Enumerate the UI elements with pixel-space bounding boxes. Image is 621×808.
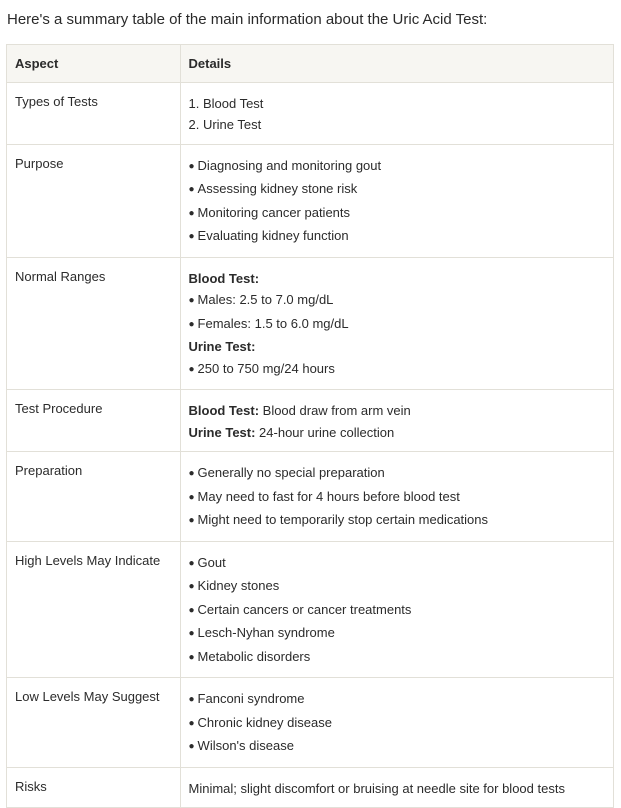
table-row — [7, 390, 613, 452]
table-row — [7, 82, 613, 144]
list-item: 2. Urine Test — [188, 117, 262, 132]
aspect-cell: Normal Ranges — [7, 257, 180, 390]
details-cell — [180, 257, 613, 390]
details-cell — [180, 767, 613, 807]
bullet-item: ● Metabolic disorders — [189, 646, 606, 670]
bullet-item: ● Assessing kidney stone risk — [189, 178, 606, 202]
bullet-item: ● Wilson's disease — [189, 735, 606, 759]
table-header-row — [7, 45, 613, 82]
procedure-text: Blood draw from arm vein — [259, 403, 411, 418]
procedure-text: 24-hour urine collection — [255, 424, 395, 440]
subheading: Urine Test: — [188, 339, 256, 354]
table-row — [7, 144, 613, 257]
column-header-details: Details — [180, 45, 613, 82]
table-row — [7, 767, 613, 807]
subheading: Blood Test: — [188, 270, 260, 286]
summary-table — [6, 44, 614, 808]
bullet-item: ● Generally no special preparation — [189, 462, 606, 486]
bullet-item: ● Females: 1.5 to 6.0 mg/dL — [189, 313, 606, 337]
table-row — [7, 678, 613, 768]
table-row — [7, 452, 613, 542]
table-row — [7, 541, 613, 678]
procedure-line — [189, 400, 606, 422]
bullet-item: ● Kidney stones — [189, 575, 606, 599]
aspect-cell: Purpose — [7, 144, 180, 257]
bullet-item: ● Gout — [189, 552, 606, 576]
aspect-cell: Test Procedure — [7, 390, 180, 452]
bullet-item: ● Evaluating kidney function — [189, 225, 606, 249]
bullet-item: ● Males: 2.5 to 7.0 mg/dL — [189, 289, 606, 313]
details-cell — [180, 82, 613, 144]
details-cell — [180, 144, 613, 257]
details-cell — [180, 541, 613, 678]
bullet-item: ● 250 to 750 mg/24 hours — [189, 358, 606, 382]
bullet-item: ● May need to fast for 4 hours before blood test — [189, 486, 606, 510]
aspect-cell: Types of Tests — [7, 82, 180, 144]
details-cell — [180, 678, 613, 768]
intro-text: Here's a summary table of the main information about the Uric Acid Test: — [7, 11, 488, 28]
details-cell — [180, 390, 613, 452]
bullet-item: ● Fanconi syndrome — [189, 688, 606, 712]
aspect-cell: Preparation — [7, 452, 180, 542]
risk-text: Minimal; slight discomfort or bruising at needle site for blood tests — [188, 780, 565, 796]
bullet-item: ● Chronic kidney disease — [189, 712, 606, 736]
procedure-label: Urine Test: — [188, 424, 256, 440]
procedure-line — [189, 422, 606, 444]
aspect-cell: Low Levels May Suggest — [7, 678, 180, 768]
bullet-item: ● Lesch-Nyhan syndrome — [189, 622, 606, 646]
list-item: 1. Blood Test — [188, 95, 264, 111]
bullet-item: ● Diagnosing and monitoring gout — [189, 155, 606, 179]
details-cell — [180, 452, 613, 542]
table-row — [7, 257, 613, 390]
aspect-cell: Risks — [7, 767, 180, 807]
procedure-label: Blood Test: — [188, 403, 260, 418]
column-header-aspect: Aspect — [7, 45, 180, 82]
aspect-cell: High Levels May Indicate — [7, 541, 180, 678]
bullet-item: ● Might need to temporarily stop certain medications — [189, 509, 606, 533]
bullet-item: ● Monitoring cancer patients — [189, 202, 606, 226]
bullet-item: ● Certain cancers or cancer treatments — [189, 599, 606, 623]
